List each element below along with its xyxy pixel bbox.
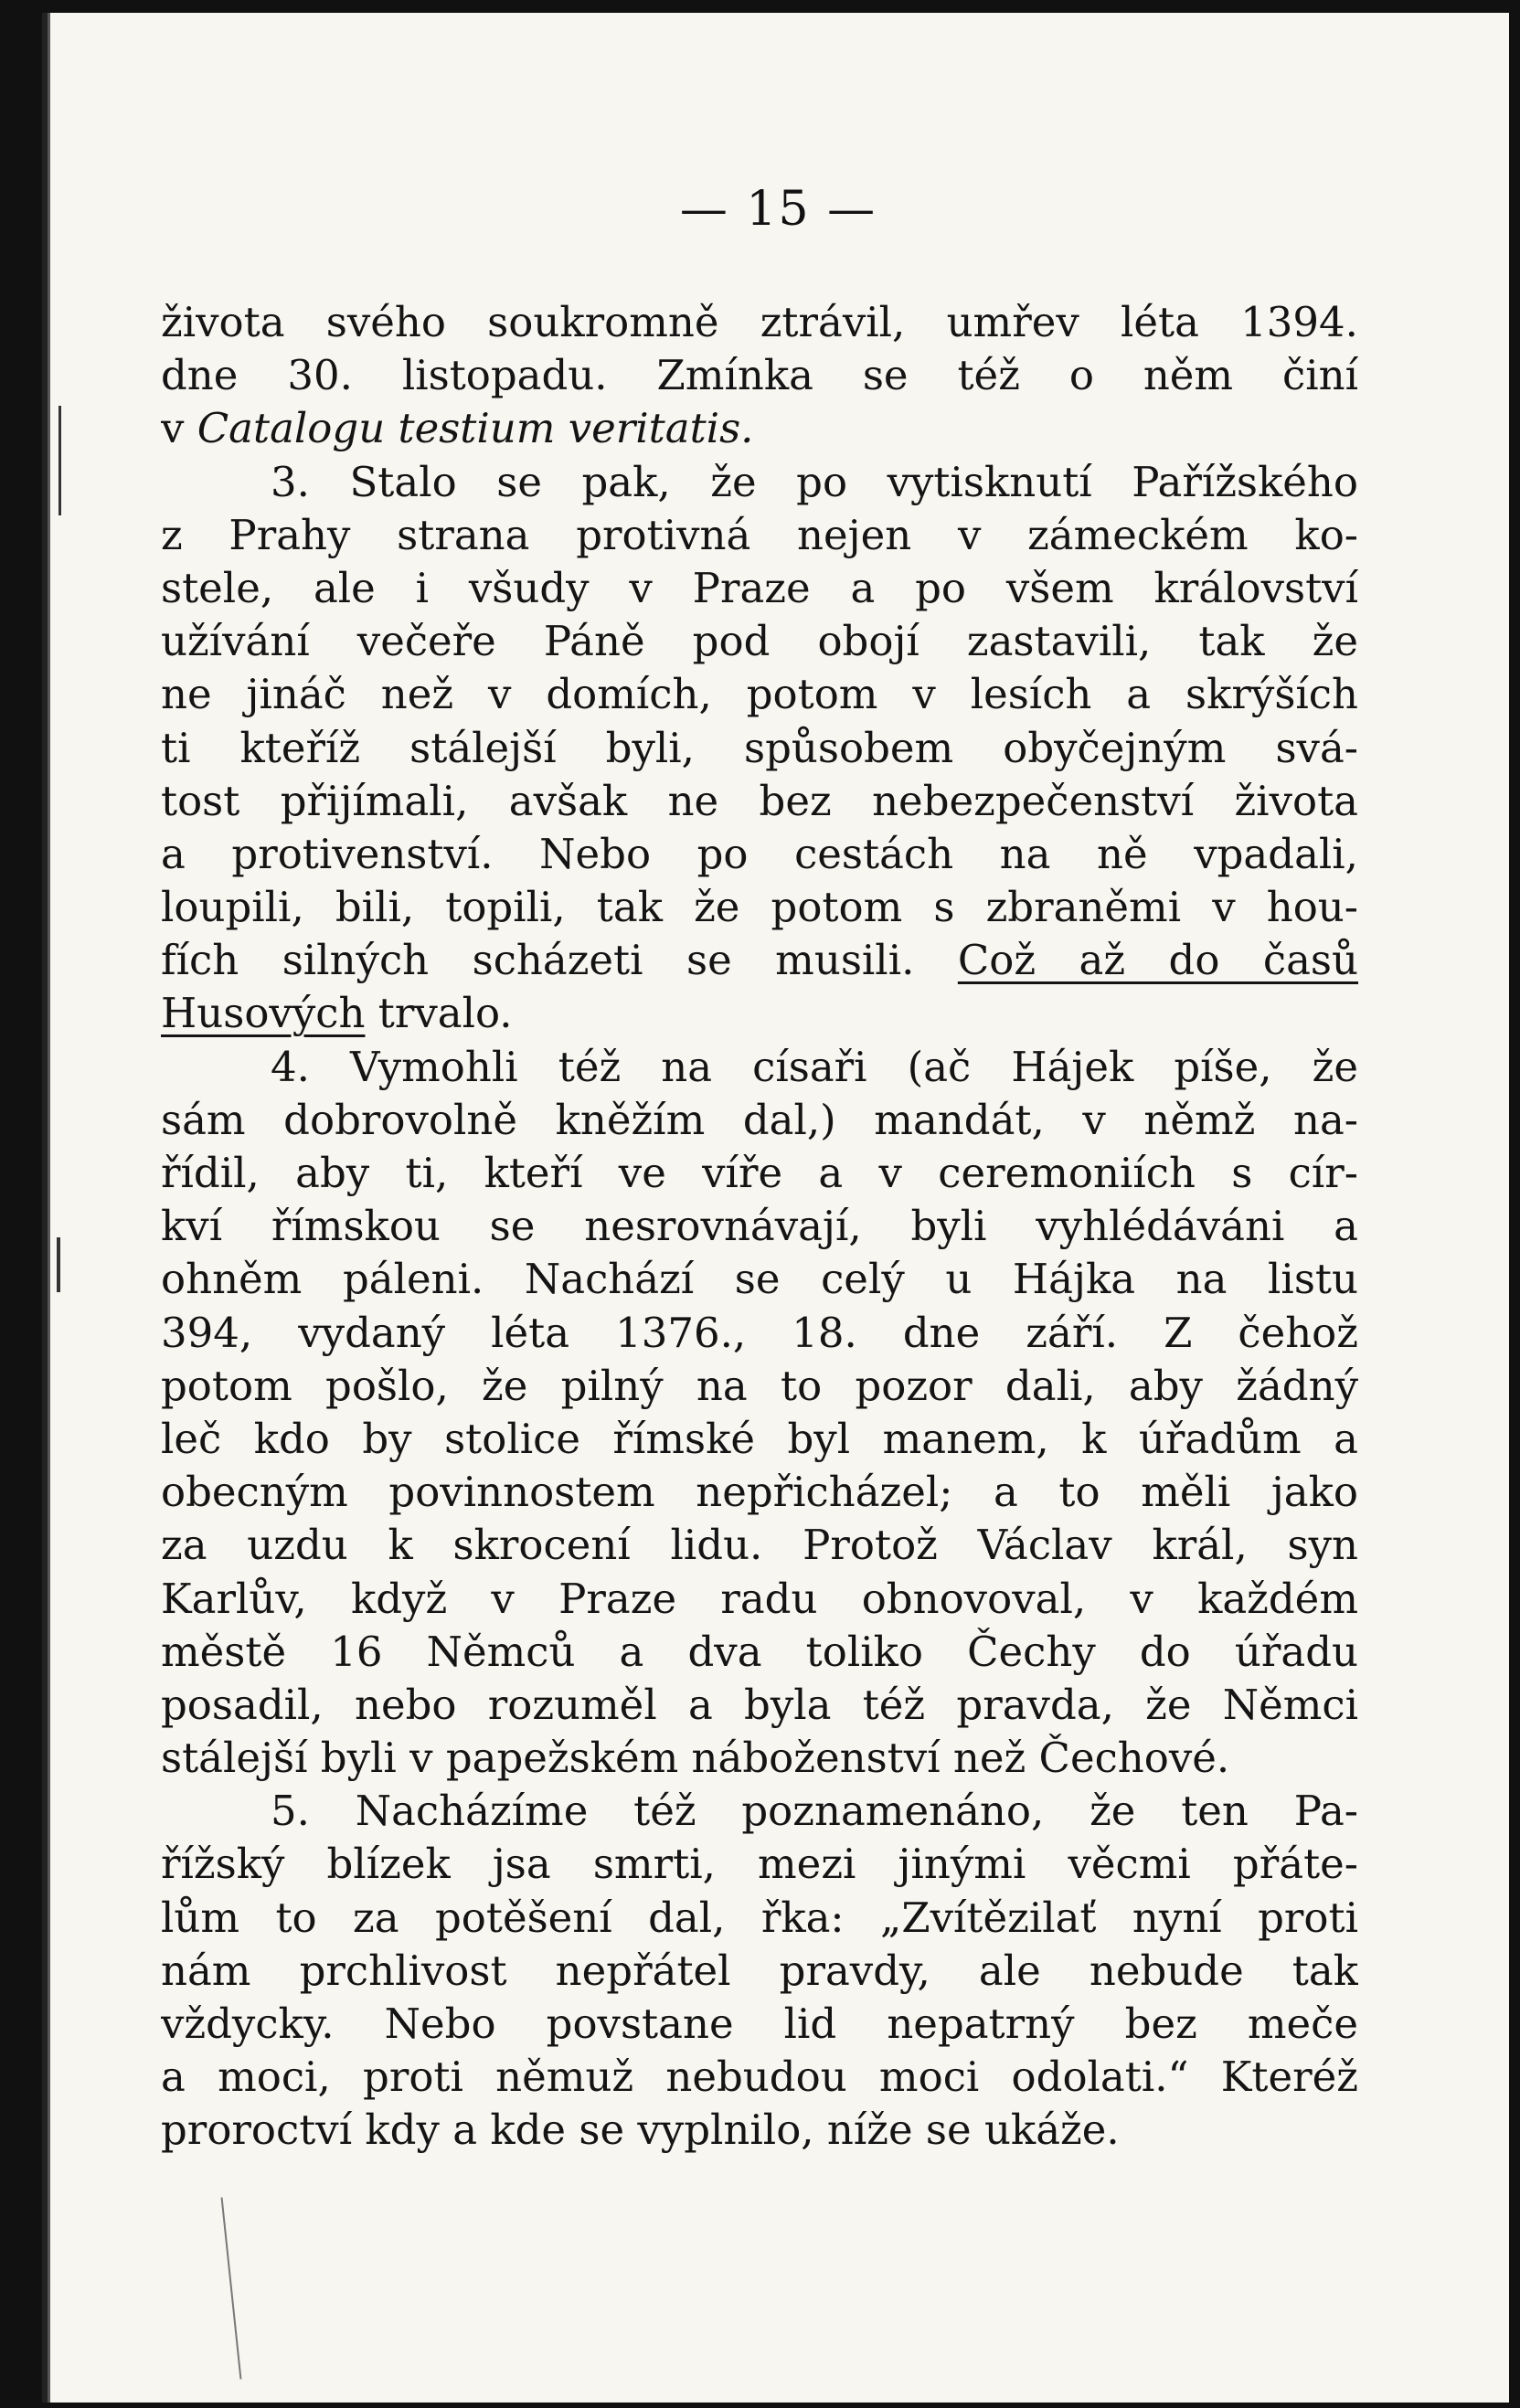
margin-mark [57, 1237, 60, 1292]
text-line: Husových trvalo. [161, 989, 513, 1038]
text-line: 4. Vymohli též na císaři (ač Hájek píše, že [271, 1042, 1358, 1091]
text-line: fích silných scházeti se musili. Což až do časů [161, 936, 1358, 985]
text-line: nám prchlivost nepřátel pravdy, ale nebude tak [161, 1946, 1358, 1995]
text-line: za uzdu k skrocení lidu. Protož Václav král, syn [161, 1521, 1358, 1570]
catalog-title: Catalogu testium veritatis. [197, 404, 754, 453]
page-number: — 15 — [679, 182, 877, 237]
text-line: ohněm páleni. Nachází se celý u Hájka na listu [161, 1255, 1358, 1304]
text-line: dne 30. listopadu. Zmínka se též o něm činí [161, 351, 1358, 400]
text-line: posadil, nebo rozuměl a byla též pravda, že Němci [161, 1680, 1358, 1729]
text-line: 5. Nacházíme též poznamenáno, že ten Pa- [271, 1787, 1358, 1836]
text-line: lům to za potěšení dal, řka: „Zvítězilať nyní proti [161, 1893, 1358, 1942]
underlined-phrase: Což až do časů [957, 936, 1358, 985]
text-line: Karlův, když v Praze radu obnovoval, v každém [161, 1574, 1358, 1623]
text-line: 394, vydaný léta 1376., 18. dne září. Z čehož [161, 1308, 1358, 1357]
catalog-reference: v Catalogu testium veritatis. [161, 404, 754, 453]
text-line [161, 402, 1358, 455]
text-line: řídil, aby ti, kteří ve víře a v ceremoniích s cír- [161, 1149, 1358, 1197]
text-line: stálejší byli v papežském náboženství než Čechové. [161, 1734, 1230, 1783]
text-line: stele, ale i všudy v Praze a po všem království [161, 563, 1358, 612]
text-line: a protivenství. Nebo po cestách na ně vpadali, [161, 829, 1358, 878]
text-line: a moci, proti němuž nebudou moci odolati.“ Kteréž [161, 2053, 1358, 2102]
body-text [161, 296, 1358, 2158]
text-line: užívání večeře Páně pod obojí zastavili, tak že [161, 617, 1358, 666]
text-line: 3. Stalo se pak, že po vytisknutí Paříž̌ského [271, 457, 1358, 506]
margin-mark [58, 406, 61, 515]
margin-mark [221, 2197, 242, 2379]
text-line: kví římskou se nesrovnávají, byli vyhlédáváni a [161, 1202, 1358, 1251]
text-line: z Prahy strana protivná nejen v zámeckém ko- [161, 510, 1358, 559]
text-line: loupili, bili, topili, tak že potom s zbraněmi v hou- [161, 883, 1358, 932]
page-gutter [48, 13, 50, 2403]
text-line: obecným povinnostem nepřicházel; a to měli jako [161, 1468, 1358, 1517]
book-page [42, 13, 1509, 2403]
text-line: leč kdo by stolice římské byl manem, k úřadům a [161, 1414, 1358, 1463]
text-line: ne jináč než v domích, potom v lesích a skrýších [161, 670, 1358, 719]
text-line: vždycky. Nebo povstane lid nepatrný bez meče [161, 2000, 1358, 2048]
text-line: potom pošlo, že pilný na to pozor dali, aby žádný [161, 1361, 1358, 1410]
underlined-phrase: Husových [161, 989, 366, 1038]
text-line: sám dobrovolně kněžím dal,) mandát, v němž na- [161, 1095, 1358, 1144]
text-line: řížský blízek jsa smrti, mezi jinými věcmi přáte- [161, 1840, 1358, 1889]
text-line: ti kteříž stálejší byli, spůsobem obyčejným svá- [161, 723, 1358, 772]
text-line: městě 16 Němců a dva toliko Čechy do úřadu [161, 1627, 1358, 1676]
text-line: proroctví kdy a kde se vyplnilo, níže se ukáže. [161, 2106, 1120, 2155]
text-line: tost přijímali, avšak ne bez nebezpečenství života [161, 776, 1358, 825]
text-line: života svého soukromně ztrávil, umřev léta 1394. [161, 298, 1358, 346]
